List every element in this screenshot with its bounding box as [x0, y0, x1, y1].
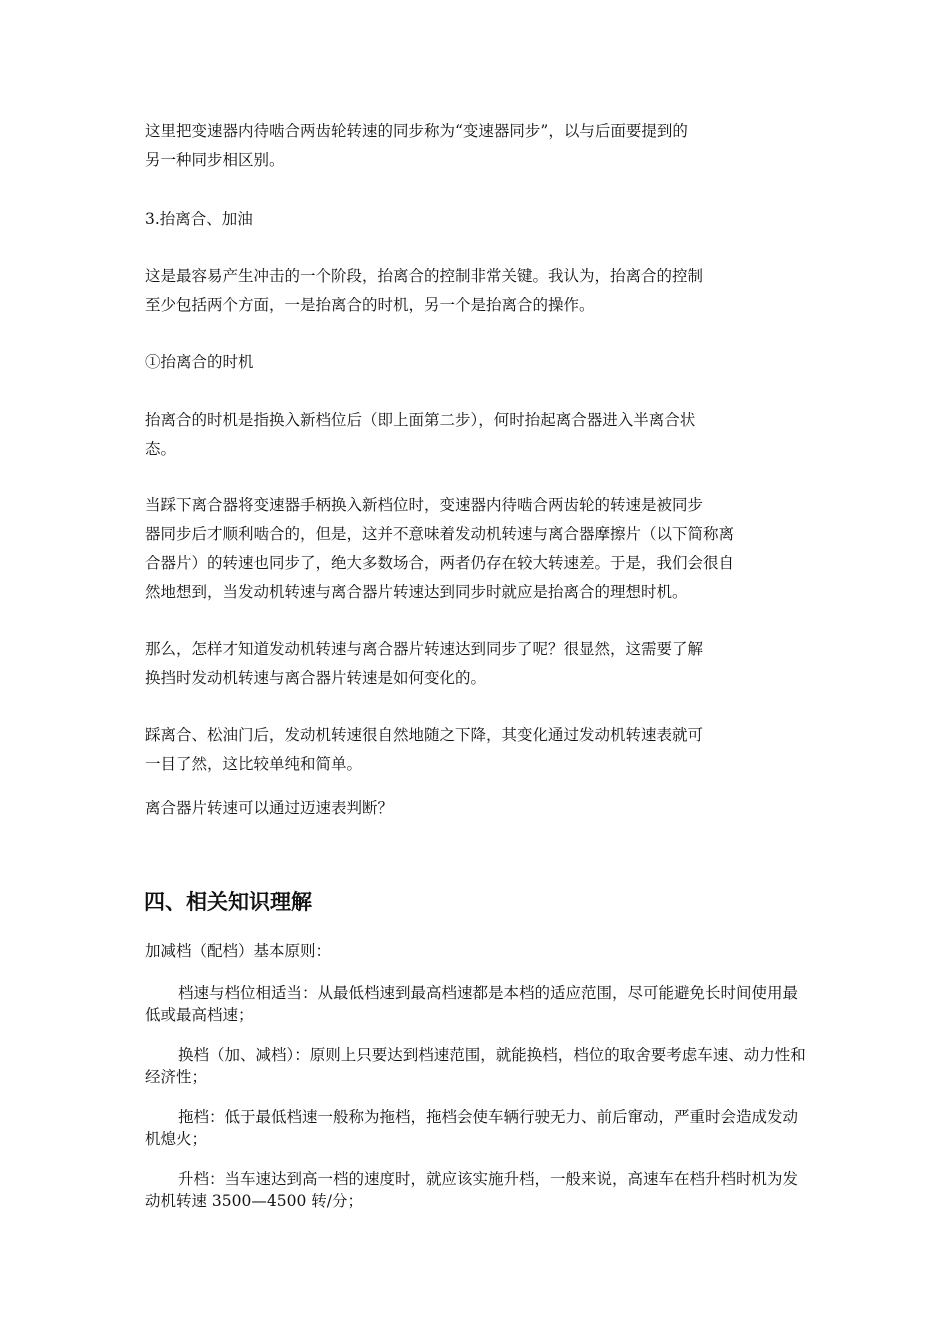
- paragraph-engine-speed: [145, 721, 703, 779]
- text-line: 换挡时发动机转速与离合器片转速是如何变化的。: [145, 669, 487, 687]
- text-line: 另一种同步相区别。: [145, 151, 285, 169]
- text-line: 离合器片转速可以通过迈速表判断？: [145, 799, 394, 817]
- text-line: 这是最容易产生冲击的一个阶段，抬离合的控制非常关键。我认为，抬离合的控制: [145, 267, 704, 285]
- paragraph-clutch-speed-question: [145, 794, 393, 823]
- principle-item: 升档：当车速达到高一档的速度时，就应该实施升档，一般来说，高速车在档升档时机为发动机转速 3500—4500 转/分；: [145, 1170, 799, 1210]
- text-line: 当踩下离合器将变速器手柄换入新档位时，变速器内待啮合两齿轮的转速是被同步: [145, 496, 704, 514]
- section-heading: 四、相关知识理解: [144, 890, 312, 914]
- text-line: 这里把变速器内待啮合两齿轮转速的同步称为“变速器同步”，以与后面要提到的: [145, 122, 688, 140]
- text-line: 一目了然，这比较单纯和简单。: [145, 755, 363, 773]
- text-line: 加减档（配档）基本原则：: [145, 942, 332, 960]
- text-line: 那么，怎样才知道发动机转速与离合器片转速达到同步了呢？很显然，这需要了解: [145, 640, 704, 658]
- text-line: 然地想到，当发动机转速与离合器片转速达到同步时就应是抬离合的理想时机。: [145, 583, 688, 601]
- text-line: 3.抬离合、加油: [145, 210, 253, 228]
- step-heading-clutch-throttle: [145, 205, 253, 234]
- principle-item: 换档（加、减档）：原则上只要达到档速范围，就能换档，档位的取舍要考虑车速、动力性和经济性；: [145, 1046, 806, 1086]
- text-line: 态。: [145, 440, 177, 458]
- text-line: 踩离合、松油门后，发动机转速很自然地随之下降，其变化通过发动机转速表就可: [145, 726, 704, 744]
- text-line: 合器片）的转速也同步了，绝大多数场合，两者仍存在较大转速差。于是，我们会很自: [145, 554, 735, 572]
- principle-item: 拖档：低于最低档速一般称为拖档，拖档会使车辆行驶无力、前后窜动，严重时会造成发动机熄火；: [145, 1108, 799, 1148]
- section-intro: [145, 937, 331, 966]
- paragraph-transmission-sync: [145, 117, 688, 175]
- principle-item: 档速与档位相适当：从最低档速到最高档速都是本档的适应范围，尽可能避免长时间使用最低或最高档速；: [145, 984, 799, 1024]
- text-line: 抬离合的时机是指换入新档位后（即上面第二步），何时抬起离合器进入半离合状: [145, 411, 696, 429]
- subheading-clutch-timing: [145, 348, 254, 377]
- text-line: 至少包括两个方面，一是抬离合的时机，另一个是抬离合的操作。: [145, 296, 595, 314]
- text-line: 器同步后才顺利啮合的，但是，这并不意味着发动机转速与离合器摩擦片（以下简称离: [145, 525, 735, 543]
- paragraph-clutch-control: [145, 262, 703, 320]
- paragraph-speed-difference: [145, 491, 734, 607]
- paragraph-sync-question: [145, 635, 703, 693]
- text-line: ①抬离合的时机: [145, 353, 254, 371]
- paragraph-timing-definition: [145, 406, 695, 464]
